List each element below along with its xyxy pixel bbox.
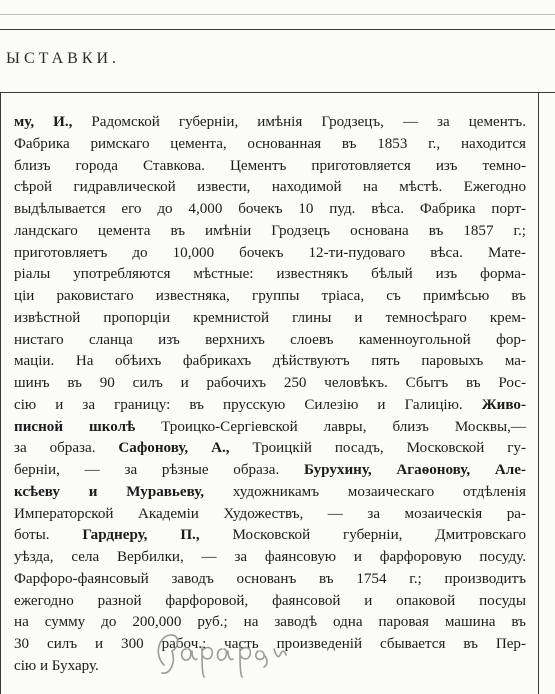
text-line	[14, 112, 526, 134]
page-heading: ЫСТАВКИ.	[6, 50, 121, 67]
text-run: сію и Бухару.	[14, 657, 99, 674]
top-margin-rule	[0, 14, 555, 15]
text-line	[14, 591, 526, 613]
text-run: боты.	[14, 527, 83, 544]
text-run: нистаго сланца изъ верхнихъ слоевъ каменноугольной фор-	[14, 331, 526, 348]
text-run: на сумму до 200,000 руб.; на заводѣ одна паровая машина въ	[14, 614, 526, 631]
text-run: шинъ въ 90 силъ и рабочихъ 250 человѣкъ. Сбытъ въ Рос-	[14, 375, 526, 391]
text-line	[14, 504, 526, 526]
bold-name-run: Гарднеру, П.,	[82, 527, 200, 544]
text-run: за образа.	[14, 440, 119, 457]
text-run: сію и за границу: въ прусскую Силезію и Галицію.	[14, 396, 482, 413]
text-run: сѣрой гидравлической извести, находимой на мѣстѣ. Ежегодно	[14, 179, 526, 196]
bold-name-run: Бурухину, Агаѳонову, Але-	[304, 462, 526, 478]
text-line	[14, 156, 526, 178]
text-run: ціи раковистаго известняка, группы тріаса, съ примѣсью въ	[14, 288, 526, 304]
text-run: близъ города Ставкова. Цементъ приготовляется изъ темно-	[14, 157, 526, 174]
text-line	[14, 330, 526, 352]
text-line	[14, 569, 526, 591]
text-run: уѣзда, села Вербилки, — за фаянсовую и фарфоровую посуду.	[14, 549, 526, 565]
text-line	[14, 243, 526, 265]
text-run: ежегодно разной фарфоровой, фаянсовой и опаковой посуды	[14, 592, 526, 609]
text-run: Радомской губерніи, имѣнія Гродзецъ, — за цементъ.	[72, 114, 526, 130]
text-line	[14, 395, 526, 417]
text-run: Московской губерніи, Дмитровскаго	[199, 527, 526, 544]
text-run: ландскаго цемента въ имѣніи Гродзецъ основана въ 1857 г.;	[14, 222, 526, 239]
text-line	[14, 199, 526, 221]
text-line	[14, 417, 526, 439]
right-column-border	[538, 92, 539, 694]
text-line	[14, 460, 526, 482]
handwritten-signature	[150, 625, 330, 680]
text-run: 30 силъ и 300 рабоч.; часть произведеній сбывается въ Пер-	[14, 636, 526, 652]
heading-underline-rule	[0, 92, 555, 93]
text-line	[14, 547, 526, 569]
text-line	[14, 373, 526, 395]
bold-name-run: ксѣеву и Муравьеву,	[14, 483, 205, 500]
text-run: приготовляетъ до 10,000 бочекъ 12-ти-пудоваго вѣса. Мате-	[14, 244, 526, 261]
text-line	[14, 438, 526, 460]
bold-name-run: Живо-	[481, 396, 526, 413]
text-run: Императорской Академіи Художествъ, — за мозаическія ра-	[14, 505, 526, 522]
text-run: ріалы употребляются мѣстные: известнякъ бѣлый изъ форма-	[14, 266, 526, 283]
text-run: маціи. На обѣихъ фабрикахъ дѣйствуютъ пять паровыхъ ма-	[14, 353, 526, 370]
top-border-rule	[0, 29, 555, 30]
text-run: художникамъ мозаическаго отдѣленія	[204, 483, 527, 500]
text-line	[14, 351, 526, 373]
text-line	[14, 286, 526, 308]
bold-name-run: писной школѣ	[14, 418, 136, 435]
left-column-border	[0, 92, 1, 694]
text-run: выдѣлывается его до 4,000 бочекъ 10 пуд. вѣса. Фабрика порт-	[14, 201, 526, 217]
text-line	[14, 221, 526, 243]
text-run: берніи, — за рѣзные образа.	[14, 462, 304, 478]
body-text	[14, 112, 526, 678]
bold-name-run: му, И.,	[14, 114, 73, 130]
text-run: Троицкій посадъ, Московской гу-	[229, 440, 526, 457]
text-line	[14, 177, 526, 199]
text-run: Троицко-Сергіевской лавры, близъ Москвы,—	[135, 418, 527, 435]
text-line	[14, 482, 526, 504]
text-line	[14, 264, 526, 286]
text-line	[14, 308, 526, 330]
text-run: Фабрика римскаго цемента, основанная въ 1853 г., находится	[14, 135, 526, 152]
text-run: извѣстной пропорціи кремнистой глины и темносѣраго крем-	[14, 309, 526, 326]
bold-name-run: Сафонову, А.,	[118, 440, 230, 457]
text-line	[14, 134, 526, 156]
text-line	[14, 525, 526, 547]
text-run: Фарфоро-фаянсовый заводъ основанъ въ 1754 г.; производитъ	[14, 570, 526, 587]
